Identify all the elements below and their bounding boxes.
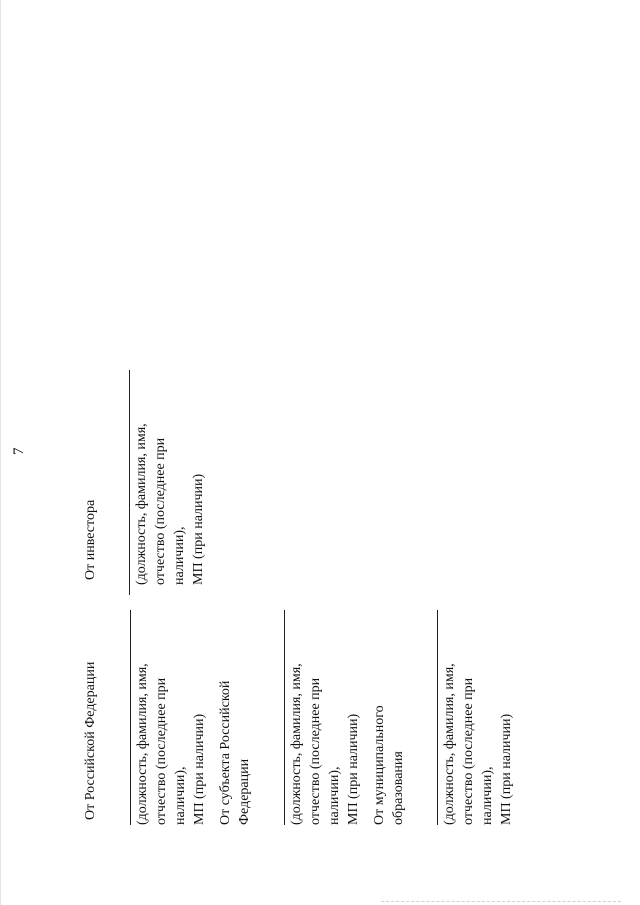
heading-line: От субъекта Российской bbox=[218, 680, 233, 825]
caption-line: отчество (последнее при bbox=[308, 677, 323, 825]
caption-line: наличии), bbox=[480, 766, 495, 825]
signature-line-subject bbox=[284, 610, 285, 825]
signature-caption-municipal bbox=[440, 663, 516, 825]
caption-line: (должность, фамилия, имя, bbox=[442, 663, 457, 825]
heading-russian-federation: От Российской Федерации bbox=[83, 661, 98, 820]
caption-line: (должность, фамилия, имя, bbox=[134, 423, 149, 585]
caption-line: отчество (последнее при bbox=[154, 677, 169, 825]
caption-line: МП (при наличии) bbox=[346, 713, 361, 825]
heading-line: От муниципального bbox=[372, 705, 387, 825]
rotated-content bbox=[1, 0, 640, 905]
signature-line-investor bbox=[129, 370, 130, 595]
caption-line: МП (при наличии) bbox=[499, 713, 514, 825]
heading-investor: От инвестора bbox=[83, 499, 98, 580]
signature-caption-investor bbox=[132, 423, 208, 585]
caption-line: (должность, фамилия, имя, bbox=[135, 663, 150, 825]
signature-line-rf bbox=[130, 610, 131, 825]
caption-line: наличии), bbox=[172, 526, 187, 585]
caption-line: МП (при наличии) bbox=[192, 713, 207, 825]
caption-line: МП (при наличии) bbox=[191, 473, 206, 585]
caption-line: (должность, фамилия, имя, bbox=[289, 663, 304, 825]
caption-line: отчество (последнее при bbox=[461, 677, 476, 825]
heading-line: Федерации bbox=[237, 758, 252, 825]
caption-line: наличии), bbox=[327, 766, 342, 825]
signature-caption-rf bbox=[133, 663, 209, 825]
signature-caption-subject bbox=[287, 663, 363, 825]
signature-line-municipal bbox=[437, 610, 438, 825]
heading-municipal bbox=[370, 705, 408, 825]
heading-subject-rf bbox=[216, 681, 254, 825]
page-number: 7 bbox=[11, 447, 27, 455]
caption-line: отчество (последнее при bbox=[153, 437, 168, 585]
scan-edge bbox=[381, 901, 621, 904]
heading-line: образования bbox=[391, 751, 406, 825]
caption-line: наличии), bbox=[173, 766, 188, 825]
